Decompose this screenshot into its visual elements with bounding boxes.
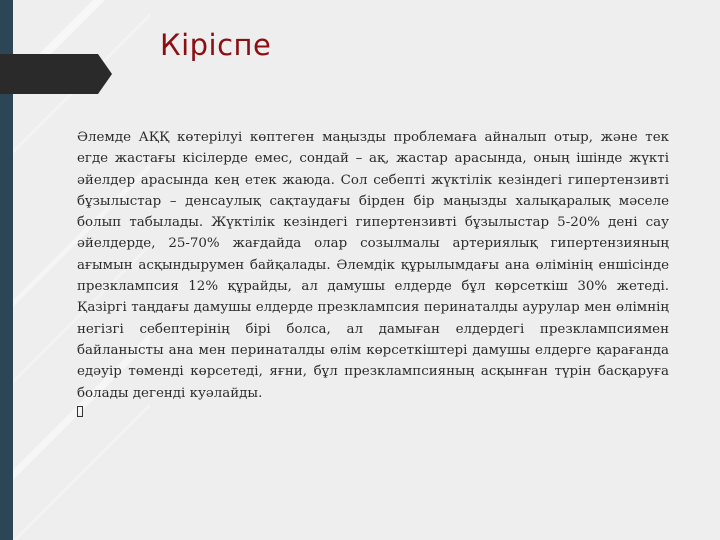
arrow-shape <box>0 54 112 94</box>
slide-body-text: Әлемде АҚҚ көтерілуі көптеген маңызды проблемаға айналып отыр, және тек егде жастағы кісілерде емес, сондай – ақ, жастар арасында, оның ішінде жүкті әйелдер арасында кең етек жаюда. Сол себепті жүктілік кезіндегі гипертензивті бұзылыстар – денсаулық сақтаудағы бірден бір маңызды халықаралық мәселе болып табылады. Жүктілік кезіндегі гипертензивті бұзылыстар 5-20% дені сау әйелдерде, 25-70% жағдайда олар созылмалы артериялық гипертензияның ағымын асқындырумен байқалады. Әлемдік құрылымдағы ана өлімінің еншісінде презклампсия 12% құрайды, ал дамушы елдерде бұл көрсеткіш 30% жетеді. Қазіргі таңдағы дамушы елдерде презклампсия перинаталды аурулар мен өлімнің негізгі себептерінің бірі болса, ал дамыған елдердегі презклампсиямен байланысты ана мен перинаталды өлім көрсеткіштері дамушы елдерге қарағанда едәуір төменді көрсетеді, яғни, бұл презклампсияның асқынған түрін басқаруға болады дегенді куәлайды. <box>77 130 669 401</box>
empty-bullet-icon <box>77 406 83 417</box>
slide-title: Кіріспе <box>160 28 272 62</box>
